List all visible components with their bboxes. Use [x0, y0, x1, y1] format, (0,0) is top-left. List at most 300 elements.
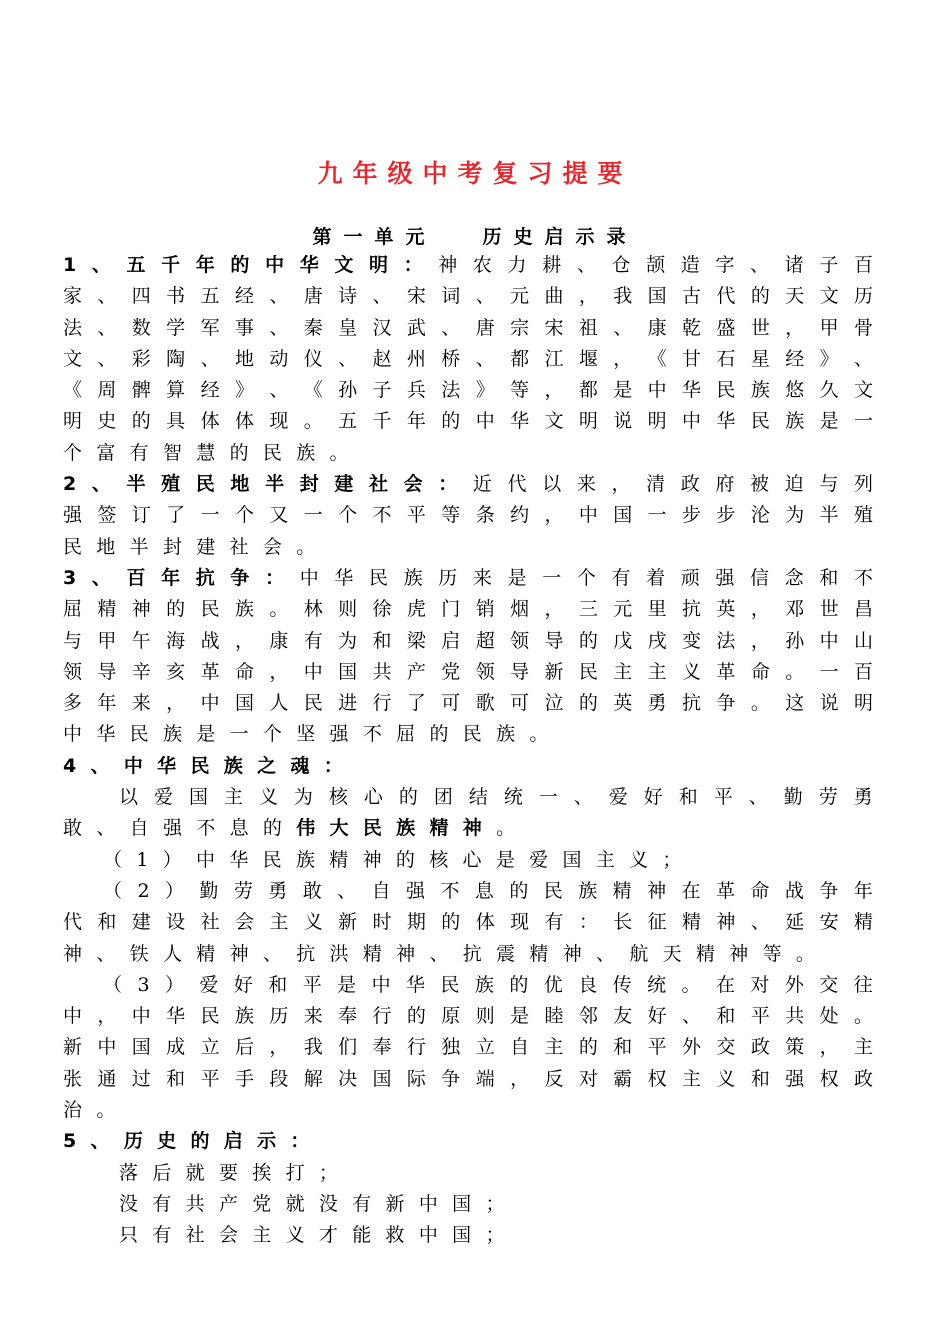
char: 的	[750, 285, 770, 308]
char: 启	[441, 629, 461, 652]
text-line	[63, 469, 873, 500]
char: 孙	[785, 629, 805, 652]
char: 政	[680, 473, 700, 496]
char: 建	[334, 473, 354, 496]
char: 可	[441, 692, 461, 715]
text-line	[63, 688, 873, 719]
char: 手	[234, 1067, 254, 1090]
char: 族	[474, 973, 494, 996]
char: 政	[853, 1067, 873, 1090]
char: 精	[196, 942, 216, 965]
char: 的	[509, 973, 529, 996]
char: 睦	[544, 1005, 564, 1028]
char: 族	[162, 723, 182, 746]
char: 优	[543, 973, 563, 996]
char: 有	[611, 566, 631, 589]
char: 外	[784, 973, 804, 996]
char: 动	[269, 347, 289, 370]
char: 皇	[338, 316, 358, 339]
char: 精	[362, 942, 382, 965]
char: 义	[285, 1224, 305, 1247]
char: 有	[129, 441, 149, 464]
char: 国	[234, 692, 254, 715]
char: 祖	[578, 316, 598, 339]
char: 、	[682, 1005, 702, 1028]
char: 宋	[406, 285, 426, 308]
char: 义	[629, 848, 649, 871]
char: 民	[303, 692, 323, 715]
char: 爱	[608, 786, 628, 809]
text-line	[63, 1064, 873, 1095]
char: 能	[352, 1224, 372, 1247]
char: 族	[396, 817, 416, 840]
char: 宗	[510, 316, 530, 339]
char: 和	[819, 566, 839, 589]
char: ；	[485, 1192, 505, 1215]
char: ，	[611, 473, 631, 496]
char: 强	[406, 879, 426, 902]
char: 。	[795, 942, 815, 965]
char: 共	[372, 660, 392, 683]
char: 一	[303, 504, 323, 527]
char: 结	[468, 786, 488, 809]
char: 和	[613, 1036, 633, 1059]
char: 争	[230, 566, 250, 589]
char: 烟	[510, 598, 530, 621]
char: 3	[137, 973, 150, 996]
char: 。	[529, 723, 549, 746]
char: 邻	[578, 1005, 598, 1028]
char: 的	[190, 1130, 210, 1153]
char: 中	[63, 1005, 83, 1028]
char: 对	[578, 1067, 598, 1090]
char: 国	[613, 504, 633, 527]
char: 邓	[785, 598, 805, 621]
char: 的	[262, 817, 282, 840]
char: ：	[578, 911, 598, 934]
char: 千	[372, 410, 392, 433]
char: 地	[234, 347, 254, 370]
char: 征	[647, 911, 667, 934]
char: 立	[475, 1036, 495, 1059]
char: 耕	[542, 254, 562, 276]
char: ）	[164, 879, 184, 902]
char: 民	[716, 379, 736, 402]
char: 一	[229, 723, 249, 746]
char: 中	[475, 410, 495, 433]
char: 主	[853, 1036, 873, 1059]
char: 好	[643, 786, 663, 809]
char: 在	[715, 973, 735, 996]
char: 五	[126, 254, 146, 276]
char: 、	[91, 254, 111, 276]
char: 精	[853, 911, 873, 934]
char: 解	[303, 1067, 323, 1090]
char: 、	[475, 347, 495, 370]
char: 。	[96, 1099, 116, 1122]
char: 列	[853, 473, 873, 496]
char: 会	[262, 535, 282, 558]
text-line	[63, 500, 873, 531]
char: 多	[63, 692, 83, 715]
char: 年	[195, 254, 215, 276]
char: 石	[716, 347, 736, 370]
char: 康	[647, 316, 667, 339]
char: 富	[96, 441, 116, 464]
char: 2	[137, 879, 150, 902]
char: 产	[406, 660, 426, 683]
char: 泣	[544, 692, 564, 715]
char: 说	[819, 692, 839, 715]
char: 个	[262, 723, 282, 746]
char: 建	[196, 535, 216, 558]
char: 的	[406, 1005, 426, 1028]
char: ，	[785, 316, 805, 339]
char: 与	[819, 473, 839, 496]
char: 族	[785, 410, 805, 433]
char: 历	[269, 1005, 289, 1028]
char: 族	[296, 441, 316, 464]
char: （	[103, 848, 123, 871]
char: 地	[96, 535, 116, 558]
char: 之	[257, 754, 277, 777]
char: 造	[680, 254, 700, 276]
char: 史	[157, 1130, 177, 1153]
char: 的	[578, 629, 598, 652]
char: 华	[334, 566, 354, 589]
char: 国	[562, 848, 582, 871]
char: 签	[97, 504, 117, 527]
char: 的	[578, 1036, 598, 1059]
char: 神	[362, 848, 382, 871]
char: 一	[647, 504, 667, 527]
text-line	[63, 594, 873, 625]
char: 党	[441, 660, 461, 683]
char: 来	[576, 473, 596, 496]
char: 经	[200, 379, 220, 402]
char: 中	[131, 1005, 151, 1028]
char: 明	[647, 410, 667, 433]
char: 不	[440, 879, 460, 902]
char: 堰	[578, 347, 598, 370]
char: 体	[234, 410, 254, 433]
char: 一	[200, 504, 220, 527]
text-line	[63, 313, 873, 344]
char: 唐	[303, 285, 323, 308]
char: 行	[406, 1036, 426, 1059]
char: 原	[441, 1005, 461, 1028]
char: 神	[63, 942, 83, 965]
char: 的	[395, 848, 415, 871]
char: 主	[544, 1036, 564, 1059]
char: 没	[119, 1192, 139, 1215]
char: 四	[131, 285, 151, 308]
char: 数	[131, 316, 151, 339]
char: 百	[126, 566, 146, 589]
char: ）	[164, 973, 184, 996]
char: ，	[750, 598, 770, 621]
char: 勇	[647, 692, 667, 715]
char: 《	[303, 379, 323, 402]
char: 诗	[338, 285, 358, 308]
char: 殖	[161, 473, 181, 496]
char: 秦	[303, 316, 323, 339]
char: 的	[441, 410, 461, 433]
char: 都	[510, 347, 530, 370]
char: 英	[613, 692, 633, 715]
char: 震	[496, 942, 516, 965]
char: 是	[495, 848, 515, 871]
char: 1	[63, 254, 77, 276]
char: 不	[362, 723, 382, 746]
char: ：	[403, 254, 423, 276]
char: 为	[785, 504, 805, 527]
char: 权	[819, 1067, 839, 1090]
char: 中	[682, 410, 702, 433]
char: 主	[613, 660, 633, 683]
char: 没	[318, 1192, 338, 1215]
char: ，	[613, 347, 633, 370]
char: 屈	[63, 598, 83, 621]
char: 力	[507, 254, 527, 276]
text-line	[63, 970, 873, 1001]
text-line	[63, 375, 873, 406]
char: 仪	[303, 347, 323, 370]
char: 领	[63, 660, 83, 683]
char: 、	[91, 566, 111, 589]
char: 陶	[166, 347, 186, 370]
char: 步	[716, 504, 736, 527]
section-2	[63, 469, 873, 563]
char: 。	[853, 1005, 873, 1028]
char: 五	[200, 285, 220, 308]
char: 好	[233, 973, 253, 996]
char: 、	[97, 316, 117, 339]
char: 息	[229, 817, 249, 840]
char: 神	[438, 254, 458, 276]
char: 铁	[129, 942, 149, 965]
char: 、	[97, 285, 117, 308]
text-line	[63, 1126, 873, 1157]
char: 导	[510, 660, 530, 683]
char: 敢	[63, 817, 83, 840]
char: 强	[715, 566, 735, 589]
char: 华	[229, 848, 249, 871]
char: 有	[152, 1192, 172, 1215]
char: 国	[452, 1192, 472, 1215]
char: 义	[716, 1067, 736, 1090]
char: 则	[475, 1005, 495, 1028]
char: 新	[338, 911, 358, 934]
char: 词	[441, 285, 461, 308]
char: 立	[200, 1036, 220, 1059]
char: ：	[438, 473, 458, 496]
char: 族	[295, 848, 315, 871]
char: 启	[223, 1130, 243, 1153]
char: 通	[97, 1067, 117, 1090]
char: 族	[403, 566, 423, 589]
char: 安	[819, 911, 839, 934]
char: 主	[595, 848, 615, 871]
char: 。	[329, 441, 349, 464]
char: 平	[750, 1005, 770, 1028]
char: 中	[418, 1192, 438, 1215]
char: 人	[269, 692, 289, 715]
char: 天	[662, 942, 682, 965]
text-line	[63, 907, 873, 938]
char: 经	[785, 347, 805, 370]
char: 挨	[252, 1161, 272, 1184]
char: 、	[269, 316, 289, 339]
char: 有	[152, 1224, 172, 1247]
char: 中	[299, 566, 319, 589]
char: 勇	[853, 786, 873, 809]
char: 交	[716, 1036, 736, 1059]
char: 好	[647, 1005, 667, 1028]
char: 悠	[785, 379, 805, 402]
char: 只	[119, 1224, 139, 1247]
char: 辛	[131, 660, 151, 683]
char: 字	[715, 254, 735, 276]
char: 海	[166, 629, 186, 652]
char: 是	[613, 379, 633, 402]
char: 魂	[290, 754, 310, 777]
char: 义	[303, 911, 323, 934]
char: 赵	[372, 347, 392, 370]
char: ；	[485, 1224, 505, 1247]
char: 民	[362, 817, 382, 840]
char: 一	[819, 660, 839, 683]
char: 虎	[406, 598, 426, 621]
char: 条	[475, 504, 495, 527]
char: 。	[269, 598, 289, 621]
char: （	[103, 973, 123, 996]
char: 主	[223, 786, 243, 809]
char: 奉	[338, 1005, 358, 1028]
char: 的	[578, 692, 598, 715]
section-3	[63, 563, 873, 751]
char: 桥	[441, 347, 461, 370]
char: 现	[510, 911, 530, 934]
char: 超	[475, 629, 495, 652]
char: 》	[819, 347, 839, 370]
char: 一	[853, 410, 873, 433]
char: 和	[750, 1067, 770, 1090]
char: 决	[338, 1067, 358, 1090]
text-line	[63, 751, 873, 782]
char: 反	[544, 1067, 564, 1090]
char: 义	[258, 786, 278, 809]
char: 、	[441, 316, 461, 339]
char: ：	[323, 754, 343, 777]
char: 则	[338, 598, 358, 621]
char: 抗	[462, 942, 482, 965]
char: 。	[296, 535, 316, 558]
char: 古	[682, 285, 702, 308]
char: 甲	[819, 316, 839, 339]
text-line	[63, 1220, 873, 1251]
char: 顽	[680, 566, 700, 589]
char: 、	[596, 942, 616, 965]
char: 唐	[475, 316, 495, 339]
char: 敢	[302, 879, 322, 902]
char: 武	[406, 316, 426, 339]
char: 神	[729, 942, 749, 965]
char: 平	[302, 973, 322, 996]
char: 代	[716, 285, 736, 308]
char: 平	[406, 504, 426, 527]
char: 都	[578, 379, 598, 402]
text-line	[63, 939, 873, 970]
char: 4	[63, 754, 77, 777]
char: 成	[166, 1036, 186, 1059]
char: 一	[538, 786, 558, 809]
char: 的	[509, 879, 529, 902]
text-line	[63, 406, 873, 437]
char: 、	[853, 347, 873, 370]
char: 历	[853, 285, 873, 308]
char: 明	[63, 410, 83, 433]
char: 。	[681, 973, 701, 996]
text-line	[63, 1001, 873, 1032]
char: 智	[162, 441, 182, 464]
char: 抗	[682, 598, 702, 621]
char: 宋	[544, 316, 564, 339]
char: 精	[612, 879, 632, 902]
char: 设	[166, 911, 186, 934]
char: 在	[681, 879, 701, 902]
char: 一	[542, 566, 562, 589]
char: 命	[750, 879, 770, 902]
char: 奉	[372, 1036, 392, 1059]
char: 《	[647, 347, 667, 370]
char: 革	[715, 879, 735, 902]
char: 昌	[853, 598, 873, 621]
char: 争	[819, 879, 839, 902]
char: 就	[185, 1161, 205, 1184]
char: 、	[429, 942, 449, 965]
char: 航	[629, 942, 649, 965]
text-line	[63, 1095, 873, 1126]
char: 华	[157, 754, 177, 777]
char: 核	[429, 848, 449, 871]
char: 我	[613, 285, 633, 308]
char: 伟	[296, 817, 316, 840]
char: 歌	[475, 692, 495, 715]
char: 有	[352, 1192, 372, 1215]
char: 进	[338, 692, 358, 715]
char: 民	[462, 723, 482, 746]
char: 战	[200, 629, 220, 652]
char: 半	[819, 504, 839, 527]
char: 落	[119, 1161, 139, 1184]
char: 、	[91, 473, 111, 496]
text-line	[63, 782, 873, 813]
char: 不	[853, 566, 873, 589]
char: 世	[819, 598, 839, 621]
char: 明	[853, 692, 873, 715]
char: 强	[162, 817, 182, 840]
char: 书	[166, 285, 186, 308]
char: 族	[750, 379, 770, 402]
char: 来	[131, 692, 151, 715]
char: 族	[234, 598, 254, 621]
char: 张	[63, 1067, 83, 1090]
char: 时	[372, 911, 392, 934]
char: 里	[647, 598, 667, 621]
char: 说	[613, 410, 633, 433]
char: 。	[303, 410, 323, 433]
